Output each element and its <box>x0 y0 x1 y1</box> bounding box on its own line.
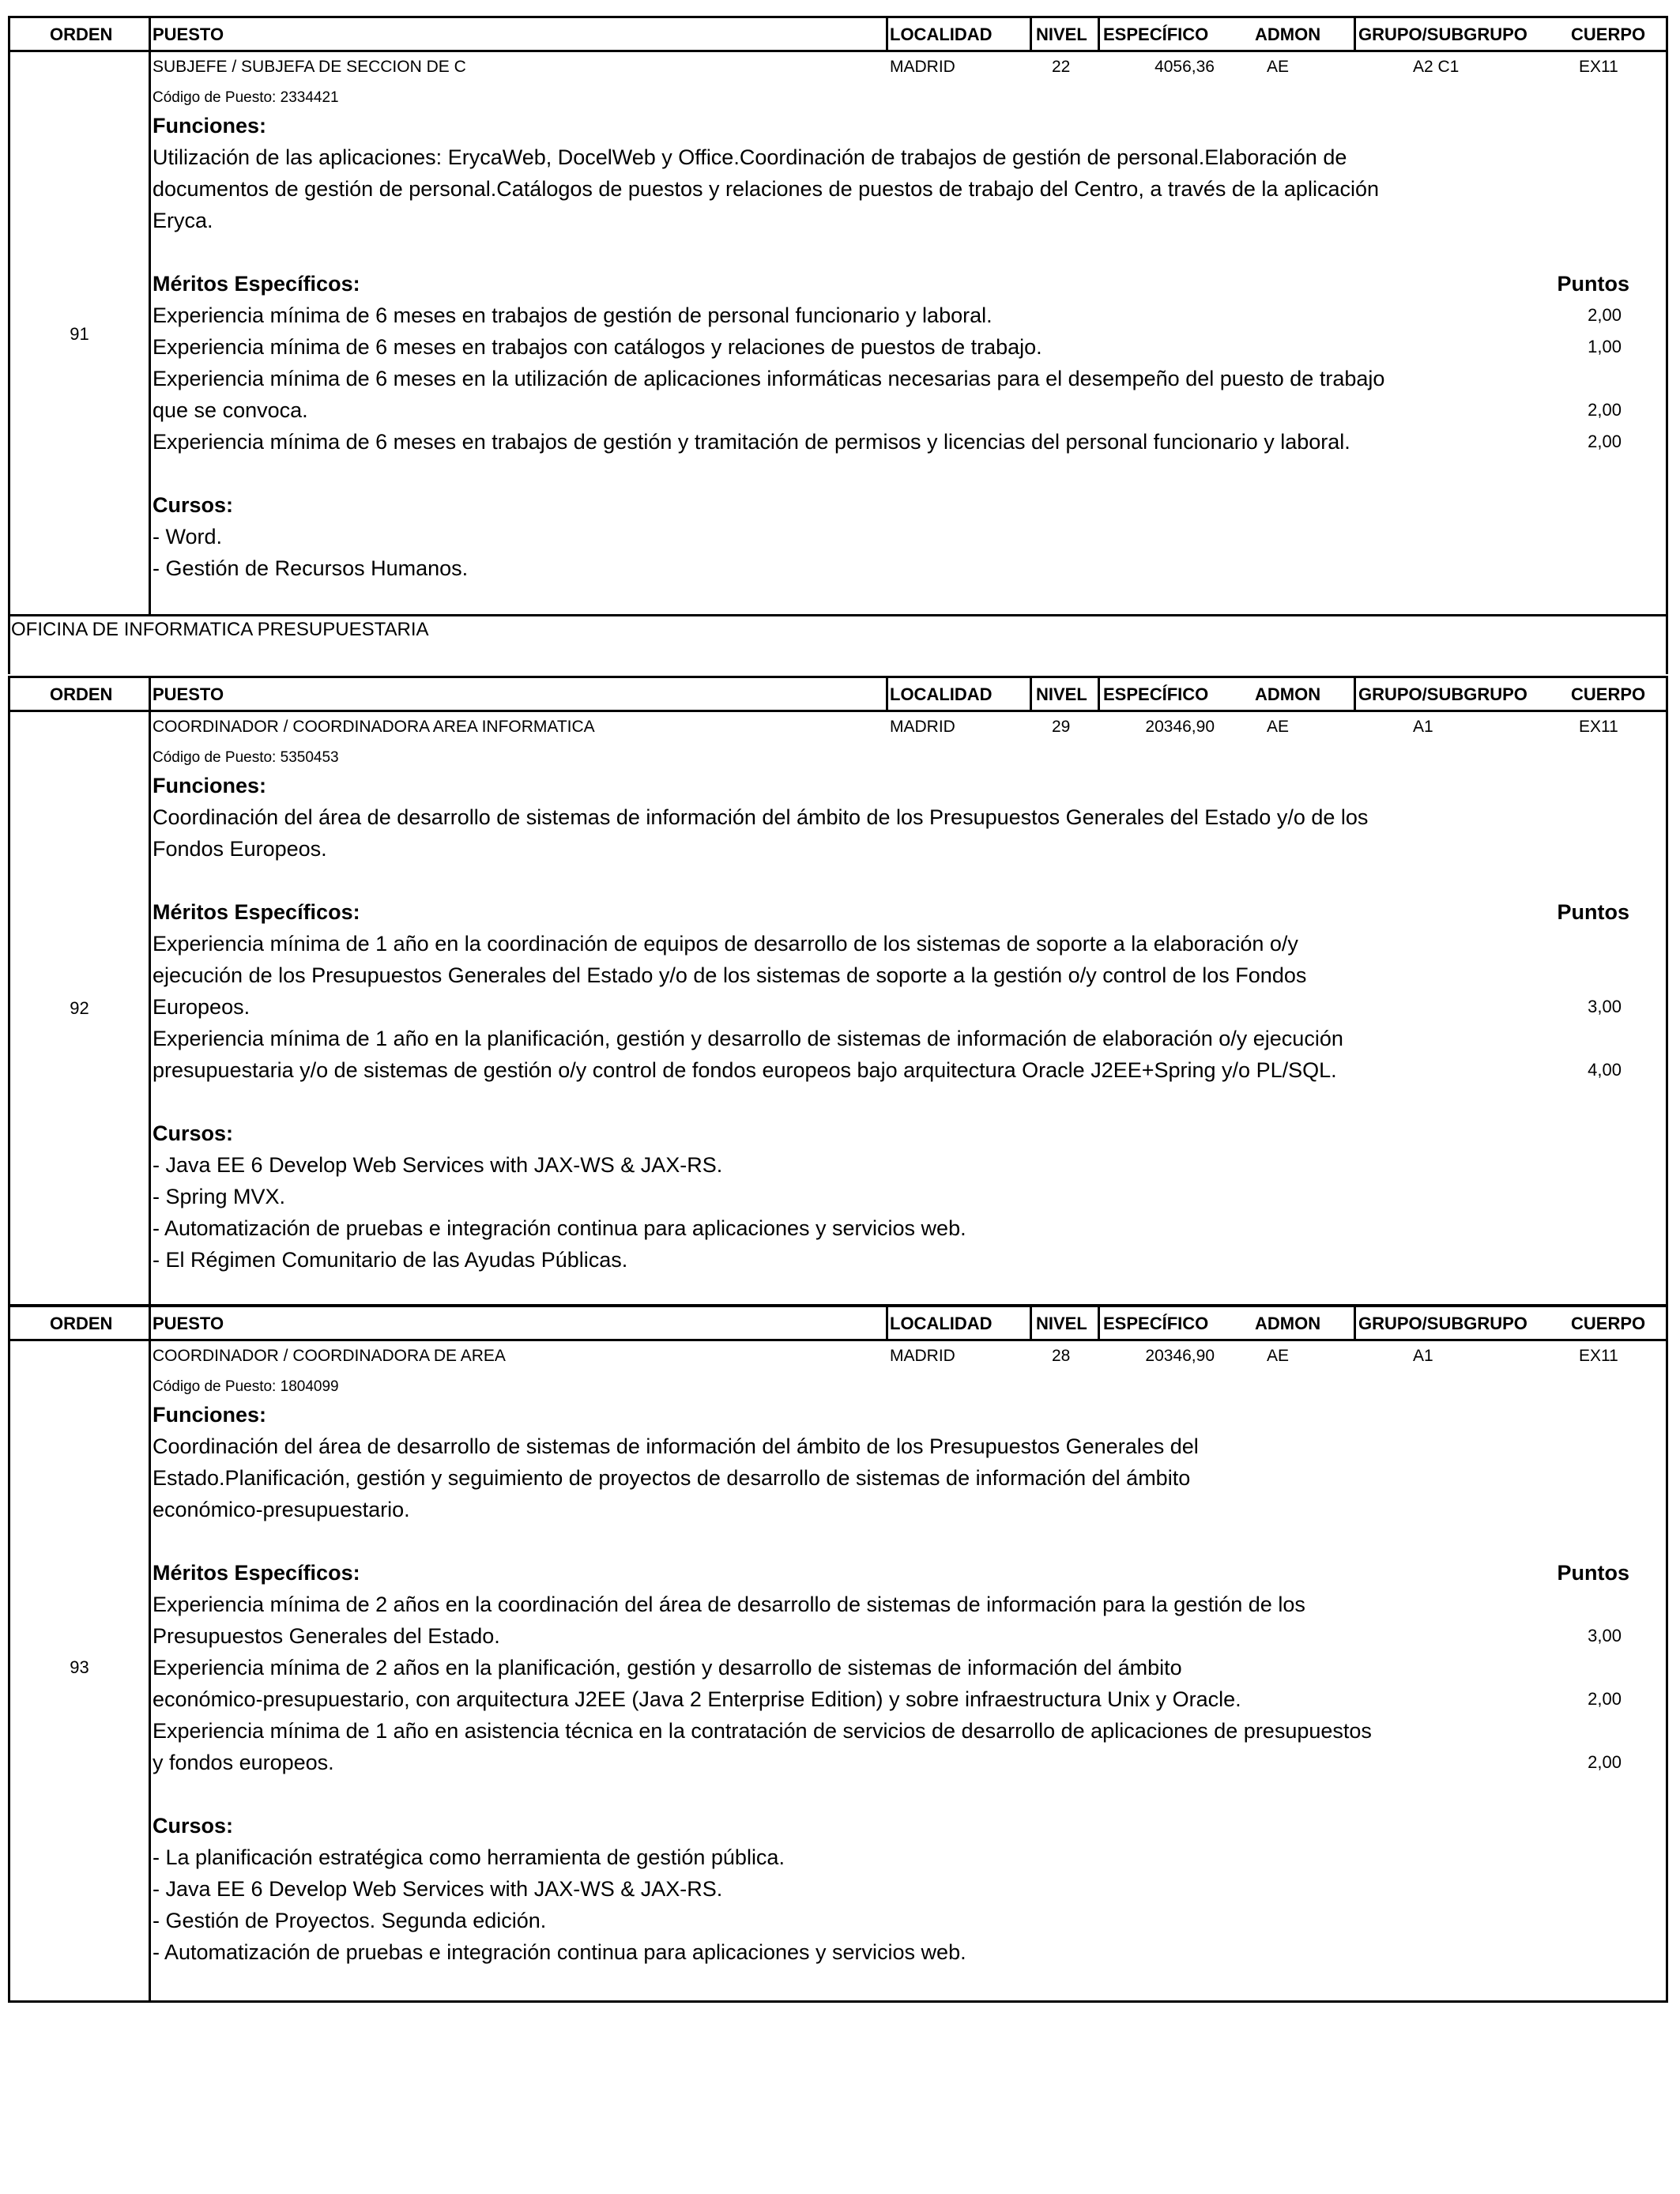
cell-nivel: 29 <box>1052 718 1071 736</box>
meritos-label: Méritos Específicos: <box>153 1561 360 1585</box>
position-block-93 <box>8 1305 1668 2003</box>
header-nivel: NIVEL <box>1036 1314 1087 1333</box>
position-content <box>153 770 1656 1276</box>
merito-points: 2,00 <box>1588 305 1622 325</box>
header-admon: ADMON <box>1255 684 1321 704</box>
merito-text: Experiencia mínima de 1 año en la coordinación de equipos de desarrollo de los sistemas de soporte a la elaboración o/y <box>153 932 1298 956</box>
orden-number: 92 <box>70 998 89 1018</box>
merito-text: Experiencia mínima de 1 año en la planificación, gestión y desarrollo de sistemas de información de elaboración o/y ejecución <box>153 1027 1343 1050</box>
header-localidad: LOCALIDAD <box>890 684 993 704</box>
meritos-heading <box>153 896 1656 928</box>
header-grupo: GRUPO/SUBGRUPO <box>1358 25 1527 44</box>
cell-nivel: 22 <box>1052 58 1071 76</box>
header-orden: ORDEN <box>50 1314 113 1333</box>
merito-points: 2,00 <box>1588 1689 1622 1709</box>
header-divider <box>1354 678 1356 710</box>
cell-localidad: MADRID <box>890 58 955 76</box>
merito-line <box>153 959 1656 991</box>
cursos-heading: Cursos: <box>153 493 234 517</box>
merito-points: 3,00 <box>1588 997 1622 1016</box>
curso-line: - Java EE 6 Develop Web Services with JAX-WS & JAX-RS. <box>153 1877 723 1901</box>
spacer <box>153 1086 1656 1118</box>
merito-text: Experiencia mínima de 6 meses en trabajos de gestión de personal funcionario y laboral. <box>153 303 993 327</box>
meritos-heading <box>153 268 1656 300</box>
curso-line: - El Régimen Comunitario de las Ayudas Públicas. <box>153 1248 628 1272</box>
spacer <box>153 1778 1656 1810</box>
header-nivel: NIVEL <box>1036 684 1087 704</box>
header-divider <box>886 678 888 710</box>
header-orden: ORDEN <box>50 25 113 44</box>
column-divider <box>149 678 151 1306</box>
cell-grupo: A2 C1 <box>1413 58 1460 76</box>
merito-text: Europeos. <box>153 995 250 1019</box>
header-divider <box>886 18 888 50</box>
merito-points: 3,00 <box>1588 1626 1622 1646</box>
merito-line <box>153 1620 1656 1652</box>
merito-text: ejecución de los Presupuestos Generales del Estado y/o de los sistemas de soporte a la gestión o/y control de los Fondos <box>153 963 1307 987</box>
header-divider <box>1098 678 1100 710</box>
position-block-91 <box>8 16 1668 616</box>
header-divider <box>1030 18 1032 50</box>
cell-admon: AE <box>1267 58 1290 76</box>
header-puesto: PUESTO <box>153 25 224 44</box>
cell-puesto: SUBJEFE / SUBJEFA DE SECCION DE C <box>153 58 466 76</box>
curso-line: - Java EE 6 Develop Web Services with JAX-WS & JAX-RS. <box>153 1153 723 1177</box>
table-header <box>10 1307 1666 1341</box>
office-title: OFICINA DE INFORMATICA PRESUPUESTARIA <box>11 619 429 640</box>
cell-admon: AE <box>1267 1347 1290 1365</box>
header-puesto: PUESTO <box>153 684 224 704</box>
merito-line <box>153 300 1656 331</box>
position-block-92 <box>8 676 1668 1306</box>
cell-puesto: COORDINADOR / COORDINADORA AREA INFORMATICA <box>153 718 595 736</box>
header-divider <box>1030 1307 1032 1339</box>
merito-line <box>153 928 1656 959</box>
cell-cuerpo: EX11 <box>1579 58 1618 76</box>
curso-line: - Spring MVX. <box>153 1185 286 1208</box>
cursos-heading: Cursos: <box>153 1814 234 1838</box>
cell-especifico: 4056,36 <box>1155 58 1215 76</box>
merito-text: Experiencia mínima de 2 años en la planificación, gestión y desarrollo de sistemas de información del ámbito <box>153 1656 1182 1679</box>
merito-line <box>153 394 1656 426</box>
header-divider <box>1354 18 1356 50</box>
position-content <box>153 110 1656 584</box>
funciones-line: Utilización de las aplicaciones: ErycaWeb, DocelWeb y Office.Coordinación de trabajos de gestión de personal.Elaboración de <box>153 145 1347 169</box>
table-header <box>10 678 1666 712</box>
merito-line <box>153 363 1656 394</box>
merito-text: presupuestaria y/o de sistemas de gestión o/y control de fondos europeos bajo arquitectura Oracle J2EE+Spring y/o PL/SQL. <box>153 1058 1337 1082</box>
curso-line: - La planificación estratégica como herramienta de gestión pública. <box>153 1845 785 1869</box>
header-nivel: NIVEL <box>1036 25 1087 44</box>
meritos-heading <box>153 1557 1656 1589</box>
spacer <box>153 865 1656 896</box>
header-grupo: GRUPO/SUBGRUPO <box>1358 1314 1527 1333</box>
curso-line: - Gestión de Recursos Humanos. <box>153 556 469 580</box>
meritos-label: Méritos Específicos: <box>153 900 360 924</box>
merito-text: Experiencia mínima de 2 años en la coordinación del área de desarrollo de sistemas de información para la gestión de los <box>153 1593 1305 1616</box>
merito-line <box>153 1715 1656 1747</box>
header-grupo: GRUPO/SUBGRUPO <box>1358 684 1527 704</box>
merito-points: 2,00 <box>1588 1752 1622 1772</box>
header-divider <box>1098 1307 1100 1339</box>
funciones-line: Estado.Planificación, gestión y seguimiento de proyectos de desarrollo de sistemas de información del ámbito <box>153 1466 1191 1490</box>
cell-puesto: COORDINADOR / COORDINADORA DE AREA <box>153 1347 506 1365</box>
funciones-line: Eryca. <box>153 209 213 232</box>
funciones-line: económico-presupuestario. <box>153 1498 410 1521</box>
merito-text: Experiencia mínima de 6 meses en trabajos de gestión y tramitación de permisos y licencias del personal funcionario y laboral. <box>153 430 1350 454</box>
codigo-puesto: Código de Puesto: 5350453 <box>153 749 339 766</box>
merito-text: Experiencia mínima de 6 meses en trabajos con catálogos y relaciones de puestos de trabajo. <box>153 335 1042 359</box>
merito-points: 2,00 <box>1588 432 1622 451</box>
spacer <box>153 458 1656 489</box>
curso-line: - Gestión de Proyectos. Segunda edición. <box>153 1909 547 1932</box>
table-header <box>10 18 1666 52</box>
funciones-line: Fondos Europeos. <box>153 837 327 861</box>
funciones-line: documentos de gestión de personal.Catálogos de puestos y relaciones de puestos de trabajo del Centro, a través de la aplicación <box>153 177 1379 201</box>
orden-number: 91 <box>70 324 89 344</box>
curso-line: - Automatización de pruebas e integración continua para aplicaciones y servicios web. <box>153 1940 966 1964</box>
merito-line <box>153 426 1656 458</box>
funciones-heading: Funciones: <box>153 774 267 797</box>
header-cuerpo: CUERPO <box>1571 684 1646 704</box>
header-cuerpo: CUERPO <box>1571 1314 1646 1333</box>
merito-line <box>153 1023 1656 1054</box>
merito-text: Experiencia mínima de 6 meses en la utilización de aplicaciones informáticas necesarias para el desempeño del puesto de trabajo <box>153 367 1385 390</box>
cell-cuerpo: EX11 <box>1579 718 1618 736</box>
cell-localidad: MADRID <box>890 718 955 736</box>
merito-points: 4,00 <box>1588 1060 1622 1080</box>
codigo-puesto: Código de Puesto: 1804099 <box>153 1378 339 1395</box>
merito-text: económico-presupuestario, con arquitectura J2EE (Java 2 Enterprise Edition) y sobre infraestructura Unix y Oracle. <box>153 1687 1241 1711</box>
column-divider <box>149 18 151 616</box>
cell-admon: AE <box>1267 718 1290 736</box>
office-separator <box>8 615 1668 674</box>
cell-localidad: MADRID <box>890 1347 955 1365</box>
cell-grupo: A1 <box>1413 718 1433 736</box>
merito-line <box>153 1589 1656 1620</box>
merito-line <box>153 991 1656 1023</box>
cell-grupo: A1 <box>1413 1347 1433 1365</box>
merito-line <box>153 1747 1656 1778</box>
spacer <box>153 236 1656 268</box>
merito-text: Presupuestos Generales del Estado. <box>153 1624 500 1648</box>
cell-especifico: 20346,90 <box>1145 718 1215 736</box>
header-divider <box>886 1307 888 1339</box>
header-localidad: LOCALIDAD <box>890 1314 993 1333</box>
funciones-heading: Funciones: <box>153 1403 267 1427</box>
merito-text: que se convoca. <box>153 398 308 422</box>
puntos-label: Puntos <box>1557 1561 1629 1585</box>
meritos-label: Méritos Específicos: <box>153 272 360 296</box>
spacer <box>153 1525 1656 1557</box>
header-admon: ADMON <box>1255 1314 1321 1333</box>
funciones-heading: Funciones: <box>153 114 267 138</box>
header-especifico: ESPECÍFICO <box>1103 1314 1209 1333</box>
header-especifico: ESPECÍFICO <box>1103 25 1209 44</box>
header-especifico: ESPECÍFICO <box>1103 684 1209 704</box>
header-divider <box>1354 1307 1356 1339</box>
orden-number: 93 <box>70 1657 89 1677</box>
cell-especifico: 20346,90 <box>1145 1347 1215 1365</box>
merito-points: 2,00 <box>1588 400 1622 420</box>
column-divider <box>149 1307 151 2003</box>
cursos-heading: Cursos: <box>153 1122 234 1145</box>
merito-text: y fondos europeos. <box>153 1751 334 1774</box>
puntos-label: Puntos <box>1557 900 1629 924</box>
header-puesto: PUESTO <box>153 1314 224 1333</box>
puntos-label: Puntos <box>1557 272 1629 296</box>
merito-text: Experiencia mínima de 1 año en asistencia técnica en la contratación de servicios de desarrollo de aplicaciones de presupuestos <box>153 1719 1372 1743</box>
curso-line: - Automatización de pruebas e integración continua para aplicaciones y servicios web. <box>153 1216 966 1240</box>
header-orden: ORDEN <box>50 684 113 704</box>
header-admon: ADMON <box>1255 25 1321 44</box>
position-content <box>153 1399 1656 1968</box>
header-localidad: LOCALIDAD <box>890 25 993 44</box>
header-divider <box>1030 678 1032 710</box>
merito-points: 1,00 <box>1588 337 1622 356</box>
merito-line <box>153 1652 1656 1683</box>
cell-cuerpo: EX11 <box>1579 1347 1618 1365</box>
cell-nivel: 28 <box>1052 1347 1071 1365</box>
funciones-line: Coordinación del área de desarrollo de sistemas de información del ámbito de los Presupuestos Generales del <box>153 1434 1199 1458</box>
funciones-line: Coordinación del área de desarrollo de sistemas de información del ámbito de los Presupuestos Generales del Estado y/o de los <box>153 805 1369 829</box>
header-cuerpo: CUERPO <box>1571 25 1646 44</box>
codigo-puesto: Código de Puesto: 2334421 <box>153 89 339 106</box>
merito-line <box>153 1683 1656 1715</box>
header-divider <box>1098 18 1100 50</box>
merito-line <box>153 1054 1656 1086</box>
curso-line: - Word. <box>153 525 223 548</box>
merito-line <box>153 331 1656 363</box>
